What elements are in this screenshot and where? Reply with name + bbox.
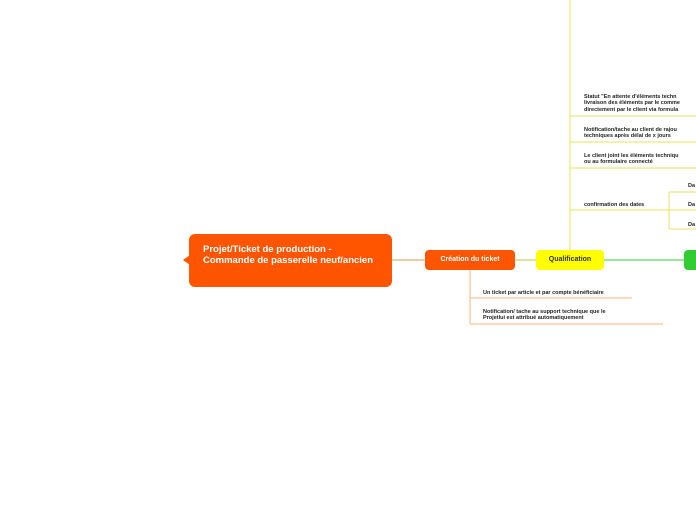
qualification-child-3[interactable] [584, 153, 678, 166]
creation-child-1-label: Un ticket par article et par compte bénéficiaire [483, 290, 604, 296]
qualification-child-1[interactable] [584, 94, 680, 113]
qualification-child-1-line-3: directement par le client via formula [584, 106, 679, 113]
qualification-child-3-line-2: ou au formulaire connecté [584, 159, 653, 166]
creation-child-1[interactable] [483, 290, 604, 296]
qualification-node[interactable] [536, 250, 604, 270]
qualification-child-4[interactable] [584, 202, 644, 208]
dates-child-1[interactable] [688, 183, 695, 189]
root-node-label: Projet/Ticket de production - Commande de passerelle neuf/ancien [203, 244, 374, 266]
creation-node[interactable] [425, 250, 515, 270]
qualification-child-1-line-2: livraison des éléments par le comme [584, 100, 680, 107]
qualification-child-2-line-2: techniques après délai de x jours [584, 133, 671, 140]
qualification-node-label: Qualification [548, 256, 592, 263]
dates-child-1-label: Da [688, 183, 696, 189]
qualification-child-2-line-1: Notification/tache au client de rajou [584, 127, 677, 133]
creation-child-2-line-1: Notification/ tache au support technique que le [483, 309, 606, 315]
creation-child-2[interactable] [483, 309, 606, 322]
dates-child-3[interactable] [688, 222, 695, 228]
dates-child-3-label: Da [688, 222, 696, 228]
dates-child-2[interactable] [688, 202, 695, 208]
creation-node-label: Création du ticket [440, 256, 500, 263]
root-node[interactable] [189, 234, 392, 287]
dates-child-2-label: Da [688, 202, 696, 208]
qualification-child-3-line-1: Le client joint les éléments techniqu [584, 153, 679, 159]
qualification-child-4-label: confirmation des dates [584, 202, 645, 208]
qualification-child-1-line-1: Statut "En attente d'éléments techn [584, 94, 677, 100]
next-node[interactable] [684, 250, 696, 270]
qualification-child-2[interactable] [584, 127, 677, 140]
creation-child-2-line-2: Projetlui est attribué automatiquement [483, 315, 584, 322]
